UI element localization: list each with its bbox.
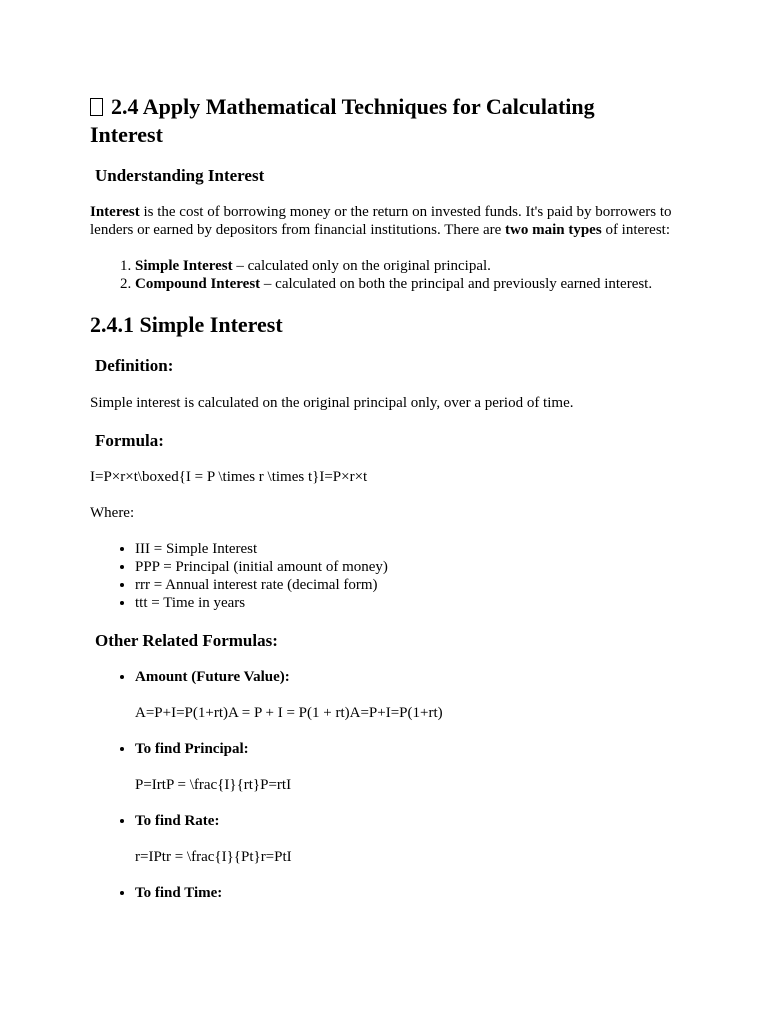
- list-item: [135, 668, 735, 722]
- list-item: [135, 812, 735, 866]
- related-formulas-list: [90, 668, 735, 920]
- list-item: [135, 884, 735, 902]
- amount-formula: A=P+I=P(1+rt)A = P + I = P(1 + rt)A=P+I=P(1+rt): [135, 705, 443, 721]
- list-item: • rrr = Annual interest rate (decimal form): [135, 576, 735, 594]
- list-item: • III = Simple Interest: [135, 540, 735, 558]
- list-item: 1. Simple Interest – calculated only on the original principal.: [135, 257, 735, 275]
- related-formulas-heading: Other Related Formulas:: [95, 631, 278, 650]
- variables-list: [90, 540, 735, 612]
- where-label: Where:: [90, 505, 135, 521]
- two-main-types-term: two main types: [505, 222, 602, 238]
- rate-label: To find Rate:: [135, 813, 220, 829]
- interest-term: Interest: [90, 204, 140, 220]
- formula-heading: Formula:: [95, 431, 164, 450]
- time-label: To find Time:: [135, 885, 223, 901]
- definition-text: Simple interest is calculated on the original principal only, over a period of time.: [90, 395, 574, 411]
- list-item: [135, 740, 735, 794]
- amount-label: Amount (Future Value):: [135, 669, 290, 685]
- missing-glyph-icon: [90, 98, 103, 116]
- rate-formula: r=IPtr = \frac{I}{Pt}r=PtI: [135, 849, 292, 865]
- definition-heading: Definition:: [95, 356, 174, 375]
- understanding-heading: Understanding Interest: [95, 166, 265, 185]
- list-item: • PPP = Principal (initial amount of money): [135, 558, 735, 576]
- page-title-text: 2.4 Apply Mathematical Techniques for Calculating Interest: [90, 94, 595, 147]
- principal-formula: P=IrtP = \frac{I}{rt}P=rtI: [135, 777, 292, 793]
- formula-text: I=P×r×t\boxed{I = P \times r \times t}I=P×r×t: [90, 469, 368, 485]
- page-title: [90, 93, 650, 149]
- interest-paragraph: Interest is the cost of borrowing money or the return on invested funds. It's paid by borrowers to lenders or earned by depositors from financial institutions. There are two main types of interest:: [90, 204, 672, 238]
- list-item: • ttt = Time in years: [135, 594, 735, 612]
- simple-interest-heading: 2.4.1 Simple Interest: [90, 312, 283, 337]
- principal-label: To find Principal:: [135, 741, 249, 757]
- interest-types-list: [90, 257, 735, 293]
- list-item: 2. Compound Interest – calculated on both the principal and previously earned interest.: [135, 275, 735, 293]
